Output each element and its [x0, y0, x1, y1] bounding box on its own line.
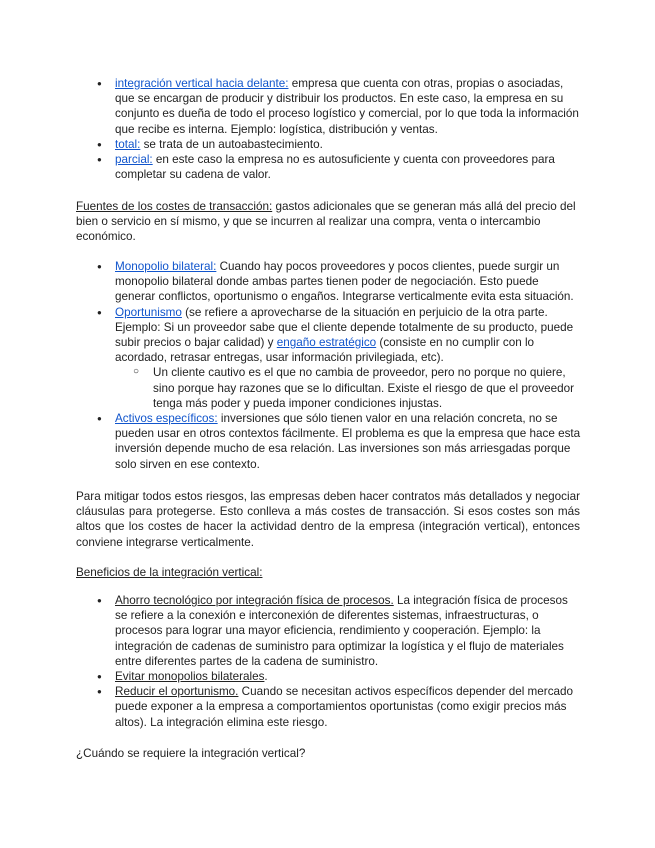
paragraph-text: gastos adicionales que se generan más allá del precio del bien o servicio en sí mismo, y que se incurren al realizar una compra, venta o intercambio económico. — [76, 200, 576, 244]
item-text: La integración física de procesos se refiere a la conexión e interconexión de diferentes sistemas, infraestructuras, o procesos para lograr una mayor eficiencia, rendimiento y cooperación. Ejemplo: la integración de cadenas de suministro para optimizar la logística y el flujo de materiales entre diferentes partes de la cadena de suministro. — [115, 594, 568, 668]
section-heading: Beneficios de la integración vertical: — [76, 566, 263, 579]
beneficios-heading — [76, 565, 580, 580]
term-link[interactable]: engaño estratégico — [276, 336, 377, 350]
item-text: empresa que cuenta con otras, propias o asociadas, que se encargan de producir y distribuir los productos. En este caso, la empresa en su conjunto es dueña de todo el proceso logístico y comercial, por lo que toda la información que recibe es interna. Ejemplo: logística, distribución y ventas. — [115, 77, 579, 136]
item-text: Cuando se necesitan activos específicos depender del mercado puede exponer a la empresa a comportamientos oportunistas (como exigir precios más altos). La integración elimina este riesgo. — [115, 685, 574, 729]
list-item — [115, 305, 581, 411]
question-paragraph: ¿Cuándo se requiere la integración vertical? — [76, 747, 306, 760]
term-link[interactable]: total: — [115, 137, 141, 151]
item-text: (se refiere a aprovecharse de la situación en perjuicio de la otra parte. Ejemplo: Si un proveedor sabe que el cliente depende totalmente de su producto, puede subir precios o bajar calidad) y — [115, 305, 574, 350]
term-link[interactable]: integración vertical hacia delante: — [115, 77, 289, 90]
item-text: se trata de un autoabastecimiento. — [140, 137, 323, 151]
item-text: en este caso la empresa no es autosuficiente y cuenta con proveedores para completar su cadena de valor. — [115, 153, 555, 182]
list-item — [115, 137, 581, 152]
list-item — [115, 259, 581, 305]
sub-list — [115, 365, 581, 411]
list-item — [115, 684, 581, 730]
item-text: inversiones que sólo tienen valor en una relación concreta, no se pueden usar en otros contextos fácilmente. El problema es que la empresa que hace esta inversión depende mucho de esa relación. Las inversiones son más arriesgadas porque solo sirven en ese contexto. — [115, 412, 581, 471]
item-text: (consiste en no cumplir con lo acordado, retrasar entregas, usar información privilegiada, etc). — [115, 336, 535, 365]
mitigar-paragraph: Para mitigar todos estos riesgos, las empresas deben hacer contratos más detallados y negociar cláusulas para protegerse. Esto conlleva a más costes de transacción. Si esos costes son más altos que los costes de hacer la actividad dentro de la empresa (integración vertical), entonces conviene integrarse verticalmente. — [76, 490, 580, 549]
fuentes-paragraph — [76, 199, 580, 245]
integration-types-list — [115, 76, 581, 182]
term-link[interactable]: Monopolio bilateral: — [115, 260, 217, 273]
term-link[interactable]: Activos específicos: — [115, 412, 218, 426]
benefit-term: Evitar monopolios bilaterales — [115, 670, 265, 684]
transaction-costs-list — [115, 259, 581, 472]
section-heading: Fuentes de los costes de transacción: — [76, 200, 273, 213]
list-item — [115, 411, 581, 472]
benefit-term: Reducir el oportunismo. — [115, 685, 239, 699]
list-item — [115, 76, 581, 137]
benefits-list — [115, 593, 581, 730]
list-item — [115, 593, 581, 669]
list-item — [115, 152, 581, 182]
sub-list-item: ○ Un cliente cautivo es el que no cambia de proveedor, pero no porque no quiere, sino porque hay razones que se lo dificultan. Existe el riesgo de que el proveedor tenga más poder y pueda imponer condiciones injustas. — [153, 365, 581, 411]
list-item — [115, 669, 581, 684]
term-link[interactable]: Oportunismo — [115, 305, 182, 319]
item-text: . — [264, 670, 268, 684]
benefit-term: Ahorro tecnológico por integración física de procesos. — [115, 594, 394, 607]
item-text: Cuando hay pocos proveedores y pocos clientes, puede surgir un monopolio bilateral donde ambas partes tienen poder de negociación. Esto puede generar conflictos, oportunismo o engaños. Integrarse verticalmente evita esta situación. — [115, 260, 574, 304]
term-link[interactable]: parcial: — [115, 153, 153, 167]
